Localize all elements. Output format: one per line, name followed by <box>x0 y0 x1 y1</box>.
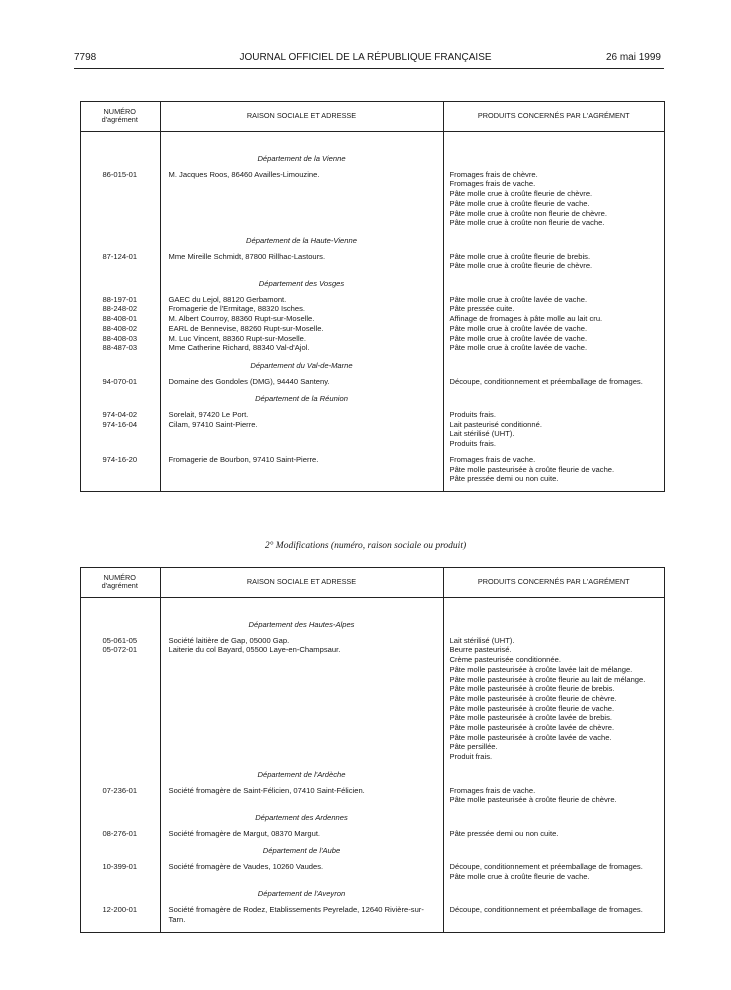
product-line: Fromages frais de vache. <box>449 454 536 464</box>
department-row <box>80 386 664 410</box>
approval-number: 88-408-02 <box>102 323 138 333</box>
product-line: Pâte molle crue à croûte non fleurie de chèvre. <box>449 208 607 218</box>
spacer-cell <box>80 598 160 613</box>
publication-date: 26 mai 1999 <box>605 52 661 63</box>
department-spacer <box>443 386 664 410</box>
products-cell <box>443 786 664 805</box>
spacer-row <box>80 132 664 147</box>
department-spacer <box>443 271 664 295</box>
department-spacer <box>80 805 160 829</box>
product-line: Découpe, conditionnement et préemballage de fromages. <box>449 905 643 915</box>
approvals-table <box>80 101 664 492</box>
company-address: Société fromagère de Vaudes, 10260 Vaudes. <box>160 862 443 881</box>
company-address: Société fromagère de Rodez, Etablissements Peyrelade, 12640 Rivière-sur-Tarn. <box>160 905 443 924</box>
approval-number: 86-015-01 <box>102 169 138 179</box>
product-line: Pâte molle crue à croûte lavée de vache. <box>449 323 588 333</box>
products-cell <box>443 377 664 387</box>
product-line: Pâte molle pasteurisée à croûte lavée de brebis. <box>449 713 613 723</box>
department-heading: Département de l'Ardèche <box>160 762 443 786</box>
department-spacer <box>80 386 160 410</box>
header-numero-line1: NUMÉRO <box>103 573 136 582</box>
department-row <box>80 353 664 377</box>
product-line: Pâte molle pasteurisée à croûte fleurie de vache. <box>449 464 615 474</box>
table-row <box>80 645 664 761</box>
table-row <box>80 324 664 334</box>
products-cell <box>443 304 664 314</box>
approval-number: 08-276-01 <box>102 828 138 838</box>
products-cell <box>443 343 664 353</box>
product-line: Lait stérilisé (UHT). <box>449 635 515 645</box>
product-line: Pâte molle crue à croûte fleurie de chèvre. <box>449 261 593 271</box>
products-cell <box>443 645 664 761</box>
product-line: Fromages frais de chèvre. <box>449 169 538 179</box>
product-line: Produit frais. <box>449 752 493 762</box>
spacer-cell <box>443 132 664 147</box>
header-numero-line1: NUMÉRO <box>103 107 136 116</box>
product-line: Pâte persillée. <box>449 742 498 752</box>
company-address: Cilam, 97410 Saint-Pierre. <box>160 420 443 449</box>
products-cell <box>443 862 664 881</box>
company-address: Sorelait, 97420 Le Port. <box>160 410 443 420</box>
product-line: Affinage de fromages à pâte molle au lait cru. <box>449 314 603 324</box>
product-line: Pâte molle crue à croûte lavée de vache. <box>449 333 588 343</box>
department-row <box>80 271 664 295</box>
department-heading: Département de la Haute-Vienne <box>160 228 443 252</box>
department-spacer <box>443 146 664 170</box>
company-address: M. Luc Vincent, 88360 Rupt-sur-Moselle. <box>160 334 443 344</box>
table-row <box>80 314 664 324</box>
approvals-table-body <box>80 132 664 492</box>
approval-number: 88-248-02 <box>102 304 138 314</box>
spacer-cell <box>80 925 160 933</box>
department-heading: Département des Ardennes <box>160 805 443 829</box>
department-spacer <box>80 838 160 862</box>
product-line: Produits frais. <box>449 439 496 449</box>
product-line: Produits frais. <box>449 410 496 420</box>
department-spacer <box>443 762 664 786</box>
spacer-row <box>80 925 664 933</box>
product-line: Pâte molle crue à croûte non fleurie de vache. <box>449 218 605 228</box>
department-spacer <box>80 881 160 905</box>
product-line: Pâte pressée demi ou non cuite. <box>449 828 559 838</box>
department-spacer <box>443 353 664 377</box>
approval-number: 88-487-03 <box>102 343 138 353</box>
page-number: 7798 <box>74 52 97 63</box>
department-heading: Département du Val-de-Marne <box>160 353 443 377</box>
spacer-row <box>80 598 664 613</box>
department-spacer <box>443 838 664 862</box>
spacer-cell <box>160 132 443 147</box>
company-address: Mme Mireille Schmidt, 87800 Rillhac-Lastours. <box>160 252 443 271</box>
header-produits: PRODUITS CONCERNÉS PAR L'AGRÉMENT <box>443 567 664 598</box>
spacer-cell <box>160 598 443 613</box>
department-heading: Département de la Vienne <box>160 146 443 170</box>
products-cell <box>443 829 664 839</box>
department-heading: Département de l'Aube <box>160 838 443 862</box>
department-row <box>80 805 664 829</box>
approval-number: 07-236-01 <box>102 785 138 795</box>
modifications-table-body <box>80 598 664 933</box>
department-spacer <box>443 228 664 252</box>
company-address: Fromagerie de Bourbon, 97410 Saint-Pierre. <box>160 455 443 484</box>
spacer-cell <box>443 925 664 933</box>
product-line: Pâte molle crue à croûte lavée de vache. <box>449 294 588 304</box>
product-line: Beurre pasteurisé. <box>449 645 512 655</box>
company-address: Société laitière de Gap, 05000 Gap. <box>160 636 443 646</box>
department-row <box>80 762 664 786</box>
section-caption: 2° Modifications (numéro, raison sociale ou produit) <box>264 541 467 551</box>
product-line: Pâte molle pasteurisée à croûte fleurie au lait de mélange. <box>449 674 646 684</box>
table-row <box>80 420 664 449</box>
product-line: Pâte molle crue à croûte fleurie de brebis. <box>449 251 591 261</box>
products-cell <box>443 314 664 324</box>
products-cell <box>443 636 664 646</box>
product-line: Pâte molle crue à croûte fleurie de chèvre. <box>449 189 593 199</box>
product-line: Pâte molle pasteurisée à croûte fleurie de vache. <box>449 703 615 713</box>
approval-number: 12-200-01 <box>102 905 138 915</box>
company-address: Mme Catherine Richard, 88340 Val-d'Ajol. <box>160 343 443 353</box>
approval-number: 88-197-01 <box>102 294 138 304</box>
product-line: Fromages frais de vache. <box>449 179 536 189</box>
products-cell <box>443 295 664 305</box>
approval-number: 88-408-01 <box>102 314 138 324</box>
department-spacer <box>80 612 160 636</box>
table-row <box>80 170 664 228</box>
company-address: EARL de Bennevise, 88260 Rupt-sur-Moselle. <box>160 324 443 334</box>
department-row <box>80 228 664 252</box>
department-spacer <box>443 881 664 905</box>
department-heading: Département de l'Aveyron <box>160 881 443 905</box>
department-spacer <box>443 612 664 636</box>
product-line: Pâte molle crue à croûte fleurie de vache. <box>449 198 590 208</box>
approval-number: 87-124-01 <box>102 251 138 261</box>
product-line: Découpe, conditionnement et préemballage de fromages. <box>449 376 643 386</box>
table-row <box>80 829 664 839</box>
table-row <box>80 905 664 924</box>
approval-number: 974-16-04 <box>102 419 138 429</box>
products-cell <box>443 324 664 334</box>
table-row <box>80 862 664 881</box>
table-row <box>80 455 664 484</box>
header-numero <box>80 101 160 132</box>
products-cell <box>443 170 664 228</box>
spacer-cell <box>160 484 443 492</box>
product-line: Lait pasteurisé conditionné. <box>449 419 542 429</box>
table-row <box>80 786 664 805</box>
product-line: Pâte molle pasteurisée à croûte fleurie de chèvre. <box>449 693 617 703</box>
spacer-cell <box>443 484 664 492</box>
table-row <box>80 252 664 271</box>
department-row <box>80 881 664 905</box>
department-spacer <box>443 805 664 829</box>
products-cell <box>443 334 664 344</box>
department-spacer <box>80 762 160 786</box>
company-address: M. Jacques Roos, 86460 Availles-Limouzine. <box>160 170 443 228</box>
product-line: Crème pasteurisée conditionnée. <box>449 655 561 665</box>
department-spacer <box>80 353 160 377</box>
department-spacer <box>80 228 160 252</box>
product-line: Fromages frais de vache. <box>449 785 536 795</box>
company-address: Fromagerie de l'Ermitage, 88320 Isches. <box>160 304 443 314</box>
product-line: Pâte molle pasteurisée à croûte fleurie de brebis. <box>449 684 615 694</box>
modifications-table <box>80 567 664 933</box>
product-line: Pâte pressée demi ou non cuite. <box>449 474 559 484</box>
product-line: Pâte molle pasteurisée à croûte lavée de chèvre. <box>449 723 615 733</box>
company-address: Laiterie du col Bayard, 05500 Laye-en-Champsaur. <box>160 645 443 761</box>
header-numero <box>80 567 160 598</box>
department-row <box>80 612 664 636</box>
product-line: Pâte molle pasteurisée à croûte fleurie de chèvre. <box>449 795 617 805</box>
company-address: GAEC du Lejol, 88120 Gerbamont. <box>160 295 443 305</box>
department-spacer <box>80 146 160 170</box>
company-address: M. Albert Courroy, 88360 Rupt-sur-Moselle. <box>160 314 443 324</box>
products-cell <box>443 410 664 420</box>
journal-title: JOURNAL OFFICIEL DE LA RÉPUBLIQUE FRANÇAISE <box>239 52 492 63</box>
company-address: Société fromagère de Margut, 08370 Margut. <box>160 829 443 839</box>
table-row <box>80 295 664 305</box>
department-heading: Département des Vosges <box>160 271 443 295</box>
table-row <box>80 334 664 344</box>
department-row <box>80 838 664 862</box>
spacer-cell <box>160 925 443 933</box>
spacer-cell <box>80 132 160 147</box>
department-heading: Département des Hautes-Alpes <box>160 612 443 636</box>
products-cell <box>443 252 664 271</box>
product-line: Pâte molle pasteurisée à croûte lavée lait de mélange. <box>449 664 633 674</box>
products-cell <box>443 455 664 484</box>
product-line: Pâte molle pasteurisée à croûte lavée de vache. <box>449 732 612 742</box>
approval-number: 05-072-01 <box>102 645 138 655</box>
spacer-cell <box>80 484 160 492</box>
spacer-cell <box>443 598 664 613</box>
table-row <box>80 377 664 387</box>
approval-number: 974-16-20 <box>102 454 138 464</box>
table-row <box>80 304 664 314</box>
product-line: Découpe, conditionnement et préemballage de fromages. <box>449 862 643 872</box>
table-row <box>80 343 664 353</box>
company-address: Domaine des Gondoles (DMG), 94440 Santeny. <box>160 377 443 387</box>
spacer-row <box>80 484 664 492</box>
header-numero-line2: d'agrément <box>101 581 138 590</box>
product-line: Lait stérilisé (UHT). <box>449 429 515 439</box>
product-line: Pâte pressée cuite. <box>449 304 515 314</box>
department-row <box>80 146 664 170</box>
approval-number: 88-408-03 <box>102 333 138 343</box>
approval-number: 974-04-02 <box>102 410 138 420</box>
company-address: Société fromagère de Saint-Félicien, 07410 Saint-Félicien. <box>160 786 443 805</box>
header-raison-sociale: RAISON SOCIALE ET ADRESSE <box>160 567 443 598</box>
header-produits: PRODUITS CONCERNÉS PAR L'AGRÉMENT <box>443 101 664 132</box>
header-numero-line2: d'agrément <box>101 115 138 124</box>
department-spacer <box>80 271 160 295</box>
product-line: Pâte molle crue à croûte fleurie de vache. <box>449 871 590 881</box>
header-raison-sociale: RAISON SOCIALE ET ADRESSE <box>160 101 443 132</box>
approval-number: 10-399-01 <box>102 862 138 872</box>
products-cell <box>443 905 664 924</box>
approval-number: 94-070-01 <box>102 376 138 386</box>
approval-number: 05-061-05 <box>102 635 138 645</box>
product-line: Pâte molle crue à croûte lavée de vache. <box>449 343 588 353</box>
table-row <box>80 410 664 420</box>
products-cell <box>443 420 664 449</box>
department-heading: Département de la Réunion <box>160 386 443 410</box>
header-rule <box>74 68 664 69</box>
table-row <box>80 636 664 646</box>
